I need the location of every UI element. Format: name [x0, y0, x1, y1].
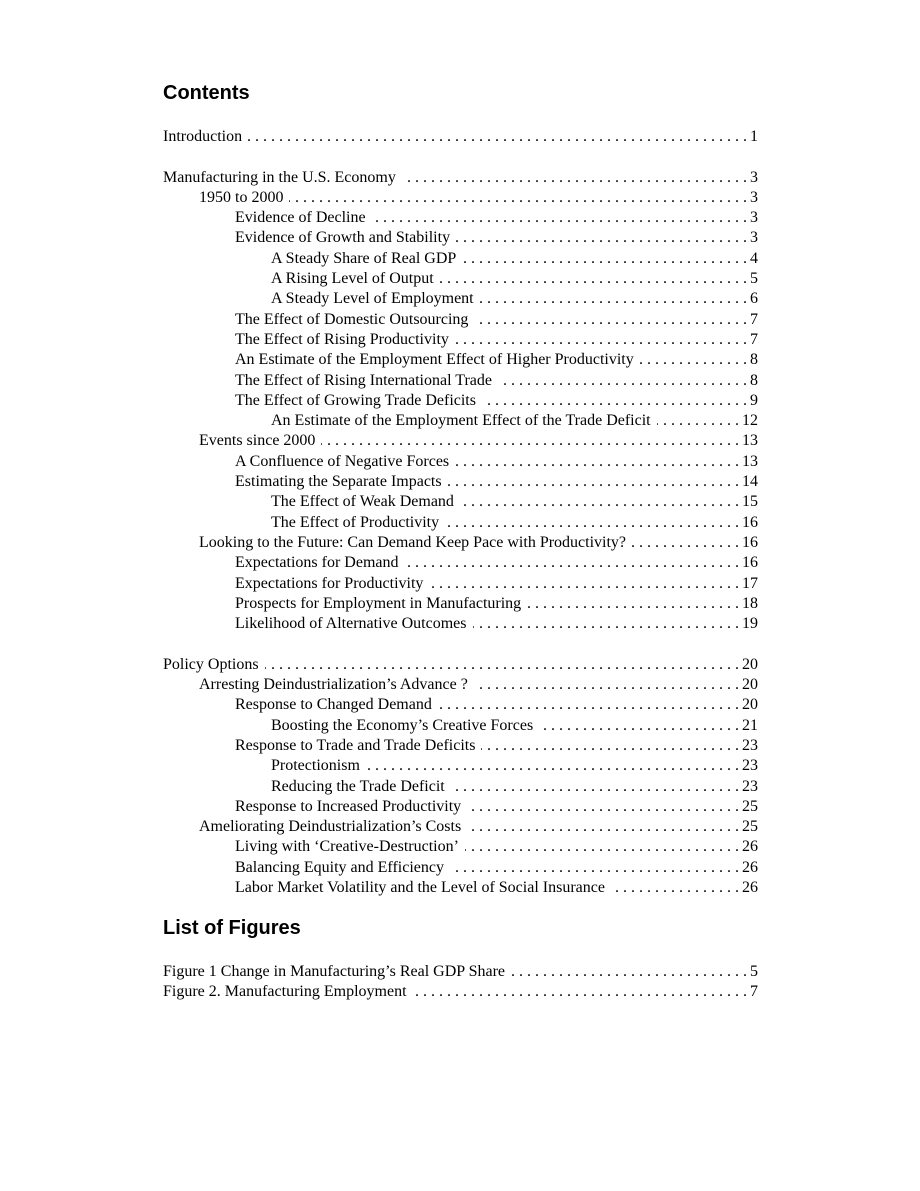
- dot-leader: [429, 574, 739, 594]
- toc-entry-title: Policy Options: [163, 655, 259, 673]
- toc-entry-page: 16: [742, 533, 758, 551]
- toc-entry-page: 21: [742, 716, 758, 734]
- toc-entry[interactable]: [163, 391, 758, 411]
- toc-entry-page: 5: [750, 270, 758, 288]
- dot-leader: [372, 208, 747, 228]
- toc-entry[interactable]: [163, 736, 758, 756]
- toc-entry-title: Response to Changed Demand: [235, 696, 432, 714]
- dot-leader: [455, 330, 747, 350]
- toc-entry-page: 3: [750, 168, 758, 186]
- dot-leader: [474, 310, 747, 330]
- toc-entry[interactable]: [163, 492, 758, 512]
- dot-leader: [467, 817, 739, 837]
- toc-entry-page: 20: [742, 655, 758, 673]
- toc-entry-title: Expectations for Demand: [235, 554, 399, 572]
- toc-entry-title: Labor Market Volatility and the Level of Social Insurance: [235, 878, 605, 896]
- contents-list: [163, 127, 758, 898]
- toc-entry-page: 7: [750, 983, 758, 1001]
- toc-entry-page: 13: [742, 452, 758, 470]
- toc-entry-title: The Effect of Domestic Outsourcing: [235, 310, 469, 328]
- toc-entry-title: Figure 1 Change in Manufacturing’s Real GDP Share: [163, 963, 506, 980]
- toc-entry-title: The Effect of Rising Productivity: [235, 330, 449, 348]
- dot-leader: [611, 878, 739, 898]
- toc-entry[interactable]: [163, 350, 758, 370]
- toc-entry[interactable]: [163, 289, 758, 309]
- figures-list: [163, 962, 758, 1003]
- toc-entry-page: 14: [742, 473, 758, 491]
- toc-entry-page: 26: [742, 878, 758, 896]
- dot-leader: [405, 553, 740, 573]
- dot-leader: [527, 594, 739, 614]
- toc-entry-title: Living with ‘Creative-Destruction’: [235, 838, 459, 856]
- toc-entry-page: 5: [750, 963, 758, 980]
- toc-entry-title: Looking to the Future: Can Demand Keep Pace with Productivity?: [199, 533, 627, 551]
- dot-leader: [511, 962, 747, 982]
- toc-entry[interactable]: [163, 208, 758, 228]
- dot-leader: [640, 350, 747, 370]
- dot-leader: [462, 249, 747, 269]
- toc-entry[interactable]: [163, 228, 758, 248]
- dot-leader: [440, 269, 747, 289]
- toc-entry-title: The Effect of Productivity: [271, 513, 440, 531]
- toc-entry[interactable]: [163, 310, 758, 330]
- toc-entry[interactable]: [163, 513, 758, 533]
- toc-entry[interactable]: [163, 472, 758, 492]
- dot-leader: [321, 431, 739, 451]
- toc-entry-page: 4: [750, 249, 758, 267]
- dot-leader: [632, 533, 739, 553]
- toc-entry-title: A Steady Share of Real GDP: [271, 249, 457, 267]
- toc-entry-title: Introduction: [163, 128, 243, 145]
- toc-entry-page: 12: [742, 412, 758, 430]
- dot-leader: [445, 513, 739, 533]
- dot-leader: [465, 837, 739, 857]
- toc-entry[interactable]: [163, 756, 758, 776]
- dot-leader: [289, 188, 747, 208]
- toc-entry-title: Manufacturing in the U.S. Economy: [163, 168, 396, 186]
- toc-entry-page: 25: [742, 797, 758, 815]
- toc-entry[interactable]: [163, 594, 758, 614]
- toc-entry-title: Evidence of Growth and Stability: [235, 229, 451, 247]
- toc-entry[interactable]: [163, 655, 758, 675]
- toc-entry[interactable]: [163, 411, 758, 431]
- toc-entry-page: 15: [742, 493, 758, 511]
- toc-entry[interactable]: [163, 330, 758, 350]
- dot-leader: [455, 452, 739, 472]
- toc-entry[interactable]: [163, 858, 758, 878]
- dot-leader: [467, 797, 739, 817]
- toc-entry[interactable]: [163, 695, 758, 715]
- toc-entry-page: 3: [750, 188, 758, 206]
- toc-entry[interactable]: [163, 371, 758, 391]
- toc-entry[interactable]: [163, 777, 758, 797]
- toc-entry[interactable]: [163, 716, 758, 736]
- toc-entry-title: An Estimate of the Employment Effect of the Trade Deficit: [271, 412, 651, 430]
- dot-leader: [460, 492, 739, 512]
- dot-leader: [474, 675, 739, 695]
- dot-leader: [498, 371, 747, 391]
- dot-leader: [448, 472, 739, 492]
- dot-leader: [438, 695, 739, 715]
- toc-entry-page: 16: [742, 554, 758, 572]
- toc-entry-page: 3: [750, 209, 758, 227]
- toc-entry-page: 16: [742, 513, 758, 531]
- toc-entry[interactable]: [163, 574, 758, 594]
- toc-entry-page: 8: [750, 351, 758, 369]
- toc-entry-title: 1950 to 2000: [199, 188, 284, 206]
- toc-entry-title: The Effect of Weak Demand: [271, 493, 454, 511]
- toc-entry-title: Arresting Deindustrialization’s Advance ?: [199, 676, 468, 694]
- toc-entry-page: 1: [750, 128, 758, 145]
- toc-entry-page: 20: [742, 676, 758, 694]
- dot-leader: [450, 858, 739, 878]
- toc-entry-title: Balancing Equity and Efficiency: [235, 858, 444, 876]
- toc-entry[interactable]: [163, 533, 758, 553]
- figures-heading: List of Figures: [163, 917, 301, 939]
- toc-entry[interactable]: [163, 982, 758, 1002]
- toc-entry-title: The Effect of Growing Trade Deficits: [235, 391, 476, 409]
- toc-entry[interactable]: [163, 817, 758, 837]
- toc-entry-title: The Effect of Rising International Trade: [235, 371, 492, 389]
- toc-entry[interactable]: [163, 452, 758, 472]
- toc-entry-title: Expectations for Productivity: [235, 574, 424, 592]
- toc-entry-page: 23: [742, 736, 758, 754]
- toc-entry-page: 20: [742, 696, 758, 714]
- toc-entry[interactable]: [163, 675, 758, 695]
- toc-entry-page: 3: [750, 229, 758, 247]
- toc-entry-title: Likelihood of Alternative Outcomes: [235, 615, 467, 633]
- dot-leader: [456, 228, 747, 248]
- toc-entry-title: Response to Increased Productivity: [235, 797, 462, 815]
- toc-entry-page: 7: [750, 310, 758, 328]
- toc-entry[interactable]: [163, 878, 758, 898]
- toc-entry-page: 18: [742, 594, 758, 612]
- dot-leader: [473, 614, 740, 634]
- toc-entry-page: 25: [742, 818, 758, 836]
- toc-entry-page: 23: [742, 757, 758, 775]
- toc-entry-page: 8: [750, 371, 758, 389]
- toc-entry-title: A Steady Level of Employment: [271, 290, 474, 308]
- toc-entry-page: 7: [750, 330, 758, 348]
- toc-entry-title: Evidence of Decline: [235, 209, 366, 227]
- toc-entry-title: Estimating the Separate Impacts: [235, 473, 442, 491]
- dot-leader: [402, 168, 747, 188]
- dot-leader: [366, 756, 739, 776]
- dot-leader: [480, 289, 747, 309]
- toc-entry-page: 19: [742, 615, 758, 633]
- toc-entry[interactable]: [163, 188, 758, 208]
- toc-entry-title: A Rising Level of Output: [271, 270, 434, 288]
- toc-entry[interactable]: [163, 797, 758, 817]
- toc-entry[interactable]: [163, 962, 758, 982]
- toc-entry-title: Ameliorating Deindustrialization’s Costs: [199, 818, 462, 836]
- toc-entry-title: Prospects for Employment in Manufacturing: [235, 594, 522, 612]
- dot-leader: [657, 411, 739, 431]
- toc-entry-page: 23: [742, 777, 758, 795]
- toc-entry-page: 26: [742, 838, 758, 856]
- toc-entry-page: 9: [750, 391, 758, 409]
- dot-leader: [539, 716, 739, 736]
- toc-entry-title: A Confluence of Negative Forces: [235, 452, 450, 470]
- toc-entry-title: An Estimate of the Employment Effect of Higher Productivity: [235, 351, 634, 369]
- toc-entry-title: Events since 2000: [199, 432, 316, 450]
- toc-entry-title: Response to Trade and Trade Deficits: [235, 736, 476, 754]
- dot-leader: [265, 655, 739, 675]
- contents-heading: Contents: [163, 82, 250, 104]
- toc-entry[interactable]: [163, 614, 758, 634]
- toc-entry-title: Figure 2. Manufacturing Employment: [163, 983, 407, 1001]
- toc-entry-title: Protectionism: [271, 757, 360, 775]
- toc-entry-title: Boosting the Economy’s Creative Forces: [271, 716, 534, 734]
- toc-entry[interactable]: [163, 127, 758, 147]
- toc-entry[interactable]: [163, 269, 758, 289]
- toc-entry[interactable]: [163, 553, 758, 573]
- toc-entry-page: 26: [742, 858, 758, 876]
- toc-entry[interactable]: [163, 249, 758, 269]
- toc-entry-title: Reducing the Trade Deficit: [271, 777, 445, 795]
- toc-entry[interactable]: [163, 837, 758, 857]
- dot-leader: [413, 982, 747, 1002]
- dot-leader: [482, 391, 747, 411]
- toc-entry[interactable]: [163, 431, 758, 451]
- dot-leader: [451, 777, 739, 797]
- dot-leader: [481, 736, 739, 756]
- toc-entry-page: 17: [742, 574, 758, 592]
- toc-entry-page: 13: [742, 432, 758, 450]
- dot-leader: [248, 127, 747, 147]
- toc-entry[interactable]: [163, 168, 758, 188]
- toc-entry-page: 6: [750, 290, 758, 308]
